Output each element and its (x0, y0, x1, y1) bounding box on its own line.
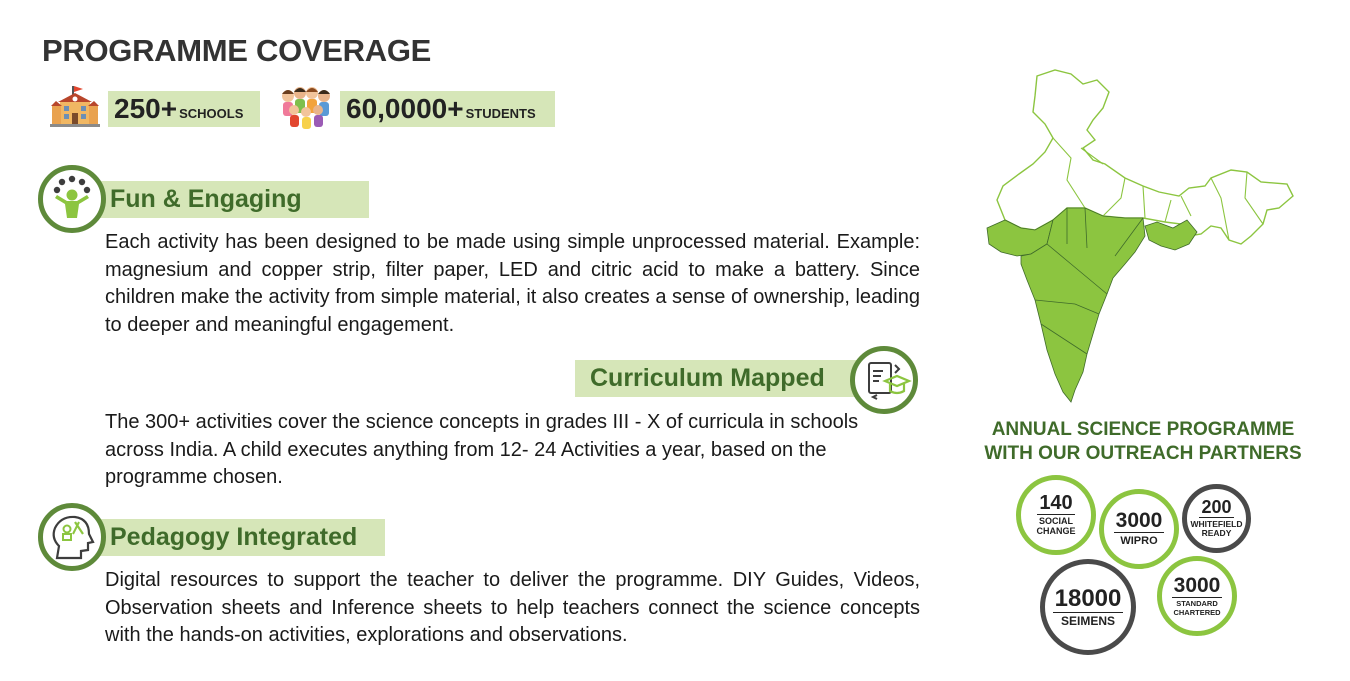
engagement-icon (38, 165, 106, 233)
partner-label: STANDARD CHARTERED (1173, 599, 1221, 617)
page-title: PROGRAMME COVERAGE (42, 33, 432, 68)
fun-body: Each activity has been designed to be made using simple unprocessed material. Example: magnesium and copper strip, filter paper, LED and citric acid to make a battery. Since children make the activity from simple material, it also creates a sense of ownership, leading to deeper and meaningful engagement. (105, 231, 920, 336)
curriculum-icon (850, 346, 918, 414)
partner-label: SEIMENS (1060, 613, 1115, 628)
partner-number: 3000 (1115, 509, 1163, 533)
schools-count: 250+ (114, 93, 178, 124)
students-unit: STUDENTS (465, 106, 536, 121)
students-stat (340, 91, 555, 127)
partners-heading-line1: ANNUAL SCIENCE PROGRAMME (991, 419, 1295, 440)
curriculum-heading: Curriculum Mapped (590, 364, 825, 392)
pedagogy-body: Digital resources to support the teacher to deliver the programme. DIY Guides, Videos, Observation sheets and Inference sheets to help teachers connect the science concepts with the hands-on activities, explorations and observations. (105, 569, 920, 646)
school-icon (50, 84, 100, 128)
partner-seimens (1040, 559, 1136, 655)
schools-stat (108, 91, 260, 127)
partner-wipro (1099, 489, 1179, 569)
partner-label: WHITEFIELD READY (1190, 519, 1243, 539)
pedagogy-heading: Pedagogy Integrated (110, 523, 358, 551)
india-map (975, 68, 1295, 408)
partner-number: 200 (1201, 497, 1232, 518)
partner-standard-chartered (1157, 556, 1237, 636)
partner-label: SOCIAL CHANGE (1036, 516, 1076, 536)
partner-social-change (1016, 475, 1096, 555)
partner-number: 3000 (1173, 574, 1221, 598)
curriculum-body: The 300+ activities cover the science concepts in grades III - X of curricula in schools across India. A child executes anything from 12- 24 Activities a year, based on the programme chosen. (105, 411, 859, 488)
pedagogy-icon (38, 503, 106, 571)
partner-number: 18000 (1054, 585, 1122, 613)
partners-heading (958, 418, 1328, 466)
students-icon (278, 84, 334, 130)
students-count: 60,0000+ (346, 93, 464, 124)
partners-heading-line2: WITH OUR OUTREACH PARTNERS (984, 443, 1302, 464)
partner-number: 140 (1039, 492, 1073, 515)
schools-unit: SCHOOLS (179, 106, 244, 121)
fun-heading: Fun & Engaging (110, 185, 302, 213)
partner-whitefield-ready (1182, 484, 1251, 553)
partner-label: WIPRO (1120, 535, 1158, 548)
